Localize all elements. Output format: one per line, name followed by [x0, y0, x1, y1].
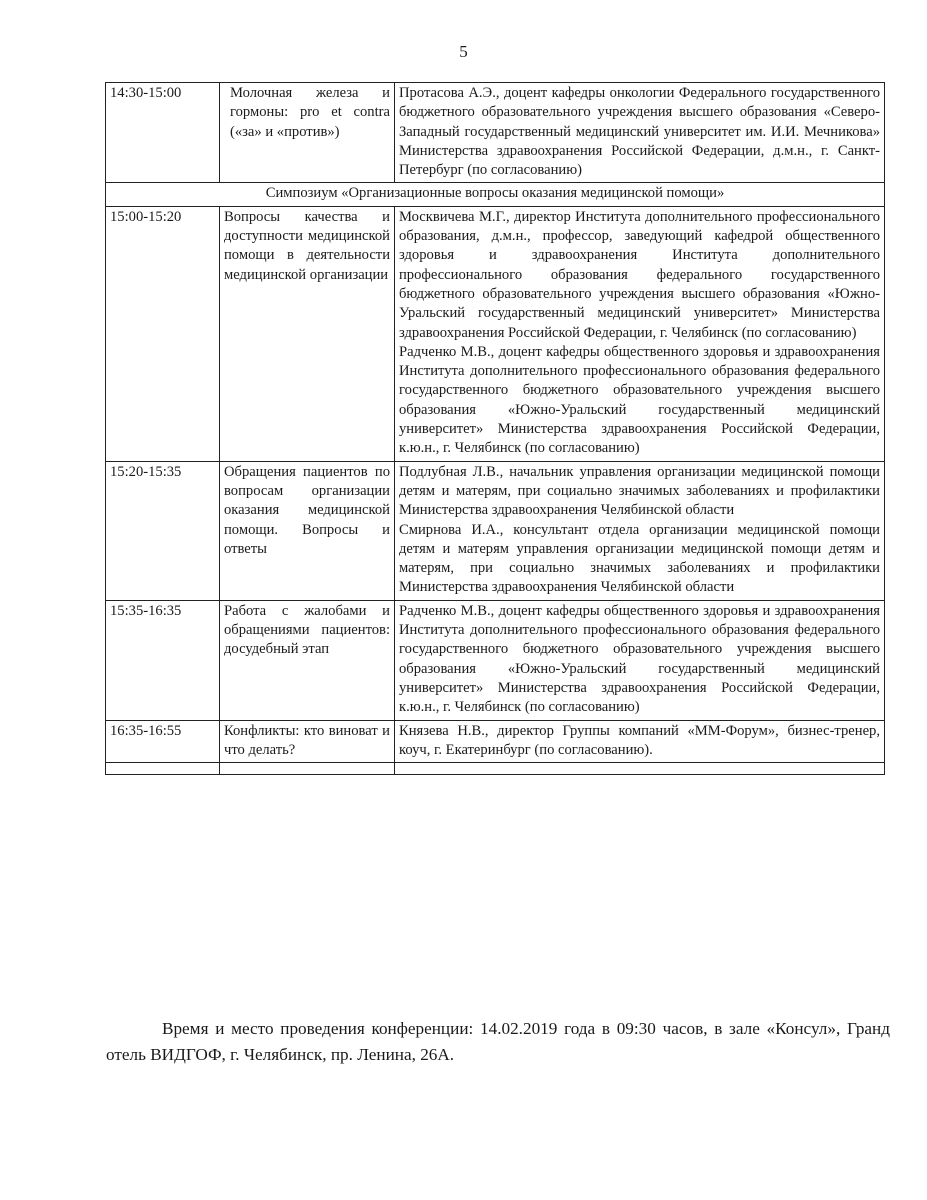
row-topic: Обращения пациентов по вопросам организации оказания медицинской помощи. Вопросы и ответы: [220, 461, 395, 600]
speaker-entry: Протасова А.Э., доцент кафедры онкологии Федерального государственного бюджетного образовательного учреждения высшего образования «Северо-Западный государственный медицинский университет им. И.И. Мечникова» Министерства здравоохранения Российской Федерации, д.м.н., г. Санкт-Петербург (по согласованию): [399, 85, 880, 179]
row-topic: Вопросы качества и доступности медицинской помощи в деятельности медицинской организации: [220, 206, 395, 461]
symposium-title: Симпозиум «Организационные вопросы оказания медицинской помощи»: [106, 183, 885, 206]
row-speakers: [395, 83, 885, 183]
schedule-row: [106, 461, 885, 600]
row-time: 15:00-15:20: [106, 206, 220, 461]
venue-note: Время и место проведения конференции: 14.02.2019 года в 09:30 часов, в зале «Консул», Гранд отель ВИДГОФ, г. Челябинск, пр. Ленина, 26А.: [106, 1019, 890, 1064]
schedule-row: [106, 206, 885, 461]
row-speakers: [395, 600, 885, 720]
row-topic: Молочная железа и гормоны: pro et contra («за» и «против»): [220, 83, 395, 183]
row-time: 14:30-15:00: [106, 83, 220, 183]
row-topic: Работа с жалобами и обращениями пациентов: досудебный этап: [220, 600, 395, 720]
speaker-entry: Радченко М.В., доцент кафедры общественного здоровья и здравоохранения Института дополнительного профессионального образования федерального государственного бюджетного образовательного учреждения высшего образования «Южно-Уральский государственный медицинский университет» Министерства здравоохранения Российской Федерации, к.ю.н., г. Челябинск (по согласованию): [399, 343, 880, 457]
symposium-row: [106, 183, 885, 206]
row-speakers: [395, 461, 885, 600]
schedule-row: [106, 83, 885, 183]
schedule-row: [106, 600, 885, 720]
blank-row: [106, 763, 885, 775]
speaker-entry: Князева Н.В., директор Группы компаний «ММ-Форум», бизнес-тренер, коуч, г. Екатеринбург (по согласованию).: [399, 722, 880, 758]
row-speakers: [395, 720, 885, 763]
speaker-entry: Радченко М.В., доцент кафедры общественного здоровья и здравоохранения Института дополнительного профессионального образования федерального государственного бюджетного образовательного учреждения высшего образования «Южно-Уральский государственный медицинский университет» Министерства здравоохранения Российской Федерации, к.ю.н., г. Челябинск (по согласованию): [399, 602, 880, 716]
schedule-row: [106, 720, 885, 763]
blank-cell: [395, 763, 885, 775]
row-speakers: [395, 206, 885, 461]
row-time: 16:35-16:55: [106, 720, 220, 763]
row-time: 15:20-15:35: [106, 461, 220, 600]
schedule-table: [105, 82, 885, 775]
row-time: 15:35-16:35: [106, 600, 220, 720]
blank-cell: [220, 763, 395, 775]
speaker-entry: Смирнова И.А., консультант отдела организации медицинской помощи детям и матерям управления организации медицинской помощи детям и матерям, при социально значимых заболеваниях и профилактики Министерства здравоохранения Челябинской области: [399, 521, 880, 596]
speaker-entry: Москвичева М.Г., директор Института дополнительного профессионального образования, д.м.н., профессор, заведующий кафедрой общественного здоровья и здравоохранения Института дополнительного профессионального образования федерального государственного бюджетного образовательного учреждения высшего образования «Южно-Уральский государственный медицинский университет» Министерства здравоохранения Российской Федерации, г. Челябинск (по согласованию): [399, 208, 880, 341]
row-topic: Конфликты: кто виноват и что делать?: [220, 720, 395, 763]
page-number: 5: [459, 42, 468, 61]
blank-cell: [106, 763, 220, 775]
speaker-entry: Подлубная Л.В., начальник управления организации медицинской помощи детям и матерям, при социально значимых заболеваниях и профилактики Министерства здравоохранения Челябинской области: [399, 463, 880, 519]
